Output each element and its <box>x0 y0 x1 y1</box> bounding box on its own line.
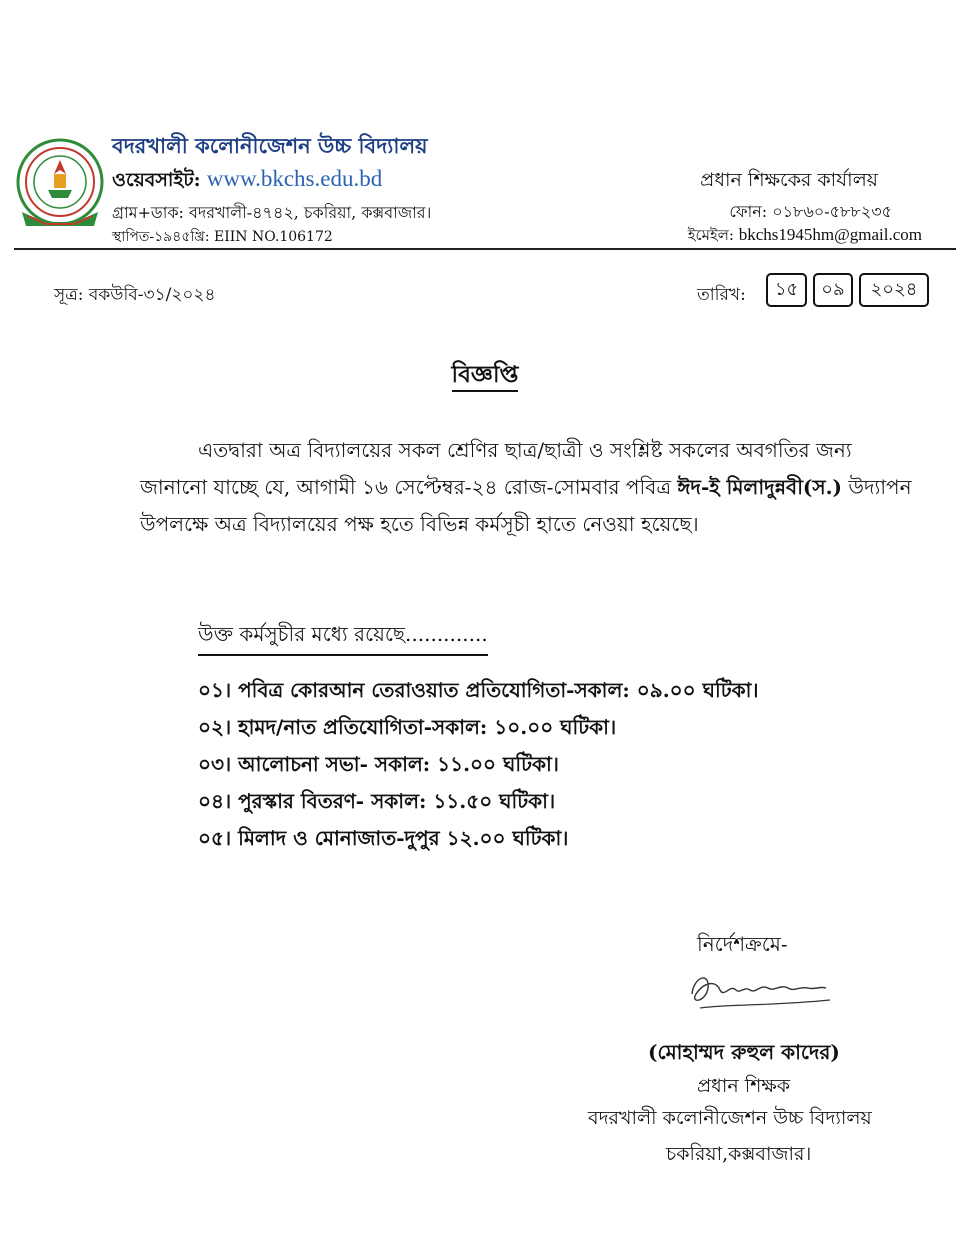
notice-body <box>140 432 920 543</box>
school-name: বদরখালী কলোনীজেশন উচ্চ বিদ্যালয় <box>112 133 428 158</box>
notice-title-wrap <box>0 356 970 395</box>
handwritten-signature <box>680 964 840 1020</box>
program-list-heading: উক্ত কর্মসুচীর মধ্যে রয়েছে............. <box>198 620 488 656</box>
date-year-box: ২০২৪ <box>859 273 929 307</box>
header-divider <box>14 248 956 250</box>
signer-place: চকরিয়া,কক্সবাজার। <box>666 1143 812 1165</box>
by-order-text: নির্দেশক্রমে- <box>697 932 788 956</box>
notice-title: বিজ্ঞপ্তি <box>452 361 519 392</box>
school-logo <box>14 134 106 234</box>
email-address[interactable]: bkchs1945hm@gmail.com <box>738 225 922 244</box>
website-row <box>112 166 382 198</box>
reference-number: সূত্র: বকউবি-৩১/২০২৪ <box>54 285 216 305</box>
school-address: গ্রাম+ডাক: বদরখালী-৪৭৪২, চকরিয়া, কক্সবাজার। <box>112 203 432 222</box>
signer-designation: প্রধান শিক্ষক <box>697 1075 791 1097</box>
email-label: ইমেইল: <box>687 226 734 244</box>
website-label: ওয়েবসাইট: <box>112 169 201 191</box>
email-row <box>688 224 922 249</box>
body-text-start: এতদ্বারা অত্র বিদ্যালয়ের সকল শ্রেণির ছাত্র/ছাত্রী ও সংশ্লিষ্ট সকলের অবগতির জন্য জানানো যাচ্ছে যে, আগামী ১৬ সেপ্টেম্বর-২৪ রোজ-সোমবার পবিত্র <box>140 438 852 499</box>
program-item: ০৫। মিলাদ ও মোনাজাত-দুপুর ১২.০০ ঘটিকা। <box>198 826 569 850</box>
phone-number: ফোন: ০১৮৬০-৫৮৮২৩৫ <box>729 202 892 221</box>
program-item: ০৪। পুরস্কার বিতরণ- সকাল: ১১.৫০ ঘটিকা। <box>198 789 556 813</box>
date-label: তারিখ: <box>697 285 746 305</box>
signer-institution: বদরখালী কলোনীজেশন উচ্চ বিদ্যালয় <box>588 1107 872 1129</box>
date-day-box: ১৫ <box>766 273 807 307</box>
program-list <box>198 672 759 857</box>
program-item: ০২। হামদ/নাত প্রতিযোগিতা-সকাল: ১০.০০ ঘটিকা। <box>198 715 617 739</box>
signer-name: (মোহাম্মদ রুহুল কাদের) <box>648 1040 840 1064</box>
office-title: প্রধান শিক্ষকের কার্যালয় <box>700 169 878 191</box>
program-item: ০৩। আলোচনা সভা- সকাল: ১১.০০ ঘটিকা। <box>198 752 559 776</box>
body-text-end: উদ্যাপন উপলক্ষে অত্র বিদ্যালয়ের পক্ষ হতে বিভিন্ন কর্মসূচী হাতে নেওয়া হয়েছে। <box>140 475 912 536</box>
program-item: ০১। পবিত্র কোরআন তেরাওয়াত প্রতিযোগিতা-সকাল: ০৯.০০ ঘটিকা। <box>198 678 759 702</box>
website-link[interactable]: www.bkchs.edu.bd <box>206 166 383 191</box>
body-event-name: ঈদ-ই মিলাদুন্নবী(স.) <box>677 475 843 499</box>
established-eiin: স্থাপিত-১৯৪৫খ্রি: EIIN NO.106172 <box>112 229 333 245</box>
date-month-box: ০৯ <box>813 273 853 307</box>
